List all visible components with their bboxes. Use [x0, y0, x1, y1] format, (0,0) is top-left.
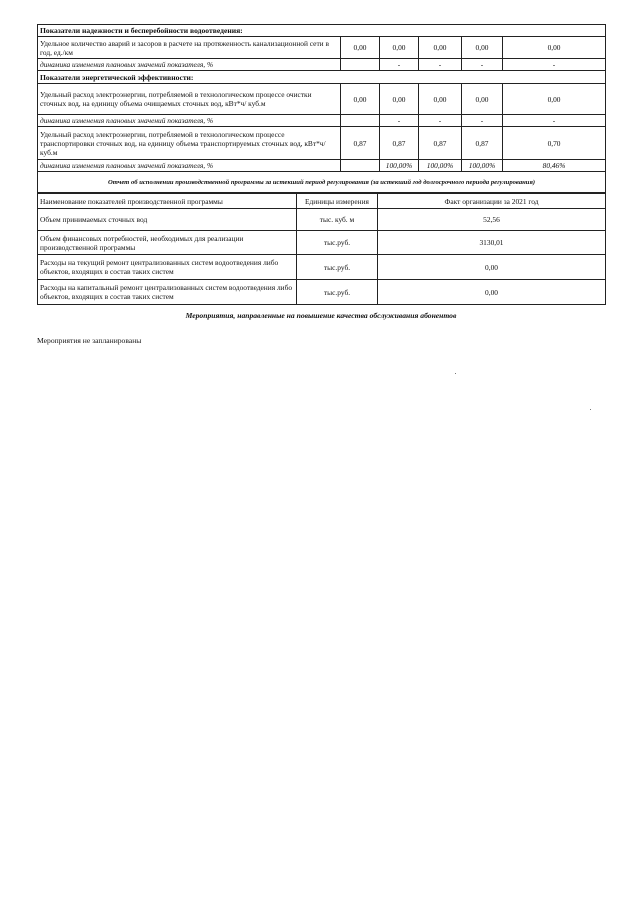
value-cell: -: [380, 59, 419, 71]
value-cell: 100,00%: [419, 160, 462, 172]
energy-heading-row: [38, 71, 606, 84]
row-value: 3130,01: [378, 231, 606, 255]
table-row: [38, 255, 606, 280]
dynamics-row: [38, 115, 606, 127]
row-value: 0,00: [378, 280, 606, 305]
value-cell: 0,00: [380, 37, 419, 59]
indicators-table: [37, 24, 606, 193]
value-cell: -: [503, 115, 606, 127]
value-cell: 0,00: [341, 84, 380, 115]
value-cell: 0,00: [380, 84, 419, 115]
row-value: 0,00: [378, 255, 606, 280]
row-name: Расходы на капитальный ремонт централизованных систем водоотведения либо объектов, входящих в состав таких систем: [38, 280, 297, 305]
measures-text: Мероприятия не запланированы: [37, 336, 142, 345]
dynamics-row: [38, 160, 606, 172]
value-cell: 0,00: [419, 37, 462, 59]
document-page: [37, 24, 605, 345]
value-cell: [341, 115, 380, 127]
header-name: Наименование показателей производственной программы: [38, 194, 297, 209]
row-name: Объем финансовых потребностей, необходимых для реализации производственной программы: [38, 231, 297, 255]
value-cell: [341, 160, 380, 172]
reliability-heading-row: [38, 25, 606, 37]
value-cell: -: [462, 59, 503, 71]
value-cell: 0,87: [380, 127, 419, 160]
value-cell: 0,00: [503, 84, 606, 115]
value-cell: 0,87: [419, 127, 462, 160]
row-label: Удельный расход электроэнергии, потребляемой в технологическом процессе транспортировки сточных вод, на единицу объема транспортируемых сточных вод, кВт*ч/ куб.м: [38, 127, 341, 160]
row-unit: тыс. куб. м: [297, 209, 378, 231]
value-cell: -: [419, 115, 462, 127]
value-cell: -: [462, 115, 503, 127]
value-cell: 0,87: [462, 127, 503, 160]
value-cell: -: [419, 59, 462, 71]
row-unit: тыс.руб.: [297, 280, 378, 305]
value-cell: 0,70: [503, 127, 606, 160]
value-cell: 100,00%: [380, 160, 419, 172]
measures-heading: Мероприятия, направленные на повышение качества обслуживания абонентов: [185, 311, 457, 320]
value-cell: 0,00: [462, 37, 503, 59]
row-label: Удельное количество аварий и засоров в расчете на протяженность канализационной сети в год, ед./км: [38, 37, 341, 59]
reliability-heading: Показатели надежности и бесперебойности водоотведения:: [38, 25, 606, 37]
dynamics-row: [38, 59, 606, 71]
table-row: [38, 231, 606, 255]
row-unit: тыс.руб.: [297, 231, 378, 255]
value-cell: 0,00: [341, 37, 380, 59]
row-name: Расходы на текущий ремонт централизованных систем водоотведения либо объектов, входящих в состав таких систем: [38, 255, 297, 280]
value-cell: -: [503, 59, 606, 71]
table-row: [38, 84, 606, 115]
value-cell: 80,46%: [503, 160, 606, 172]
report-title: Отчет об исполнении производственной программы за истекший период регулирования (за истекший год долгосрочного периода регулирования): [38, 172, 606, 193]
table-row: [38, 37, 606, 59]
header-unit: Единицы измерения: [297, 194, 378, 209]
dynamics-label: динамика изменения плановых значений показателя, %: [38, 59, 341, 71]
row-unit: тыс.руб.: [297, 255, 378, 280]
table-row: [38, 280, 606, 305]
value-cell: [341, 59, 380, 71]
row-name: Объем принимаемых сточных вод: [38, 209, 297, 231]
value-cell: 0,87: [341, 127, 380, 160]
scan-speck: [455, 373, 456, 374]
energy-heading: Показатели энергетической эффективности:: [38, 71, 606, 84]
row-label: Удельный расход электроэнергии, потребляемой в технологическом процессе очистки сточных вод, на единицу объема очищаемых сточных вод, кВт*ч/ куб.м: [38, 84, 341, 115]
value-cell: -: [380, 115, 419, 127]
value-cell: 0,00: [462, 84, 503, 115]
report-table: [37, 193, 606, 305]
header-fact: Факт организации за 2021 год: [378, 194, 606, 209]
value-cell: 0,00: [503, 37, 606, 59]
table-row: [38, 127, 606, 160]
dynamics-label: динамика изменения плановых значений показателя, %: [38, 115, 341, 127]
value-cell: 0,00: [419, 84, 462, 115]
report-header-row: [38, 194, 606, 209]
row-value: 52,56: [378, 209, 606, 231]
table-row: [38, 209, 606, 231]
dynamics-label: динамика изменения плановых значений показателя, %: [38, 160, 341, 172]
value-cell: 100,00%: [462, 160, 503, 172]
report-title-row: [38, 172, 606, 193]
scan-speck: [590, 409, 591, 410]
